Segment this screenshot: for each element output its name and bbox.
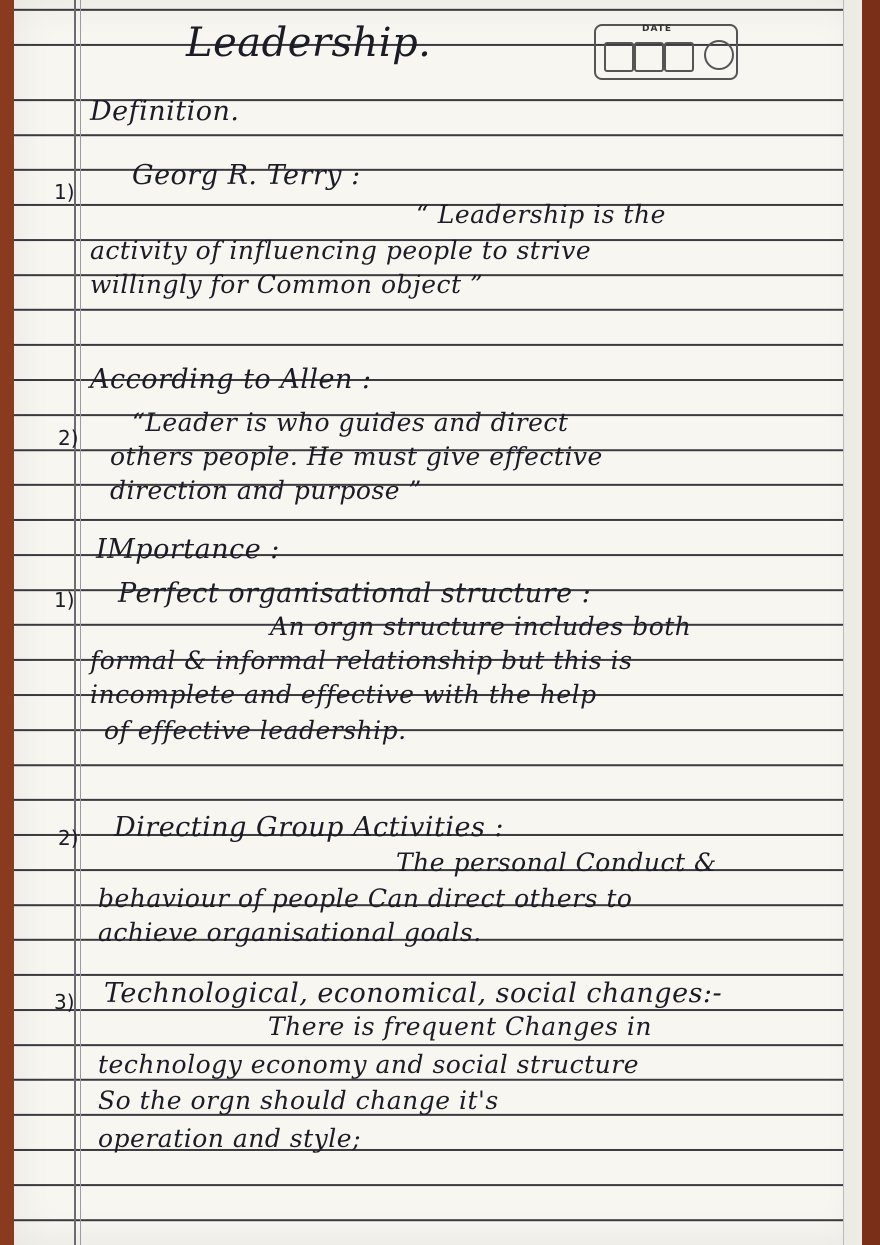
margin-line-secondary	[80, 0, 81, 1245]
allen-number: 2)	[58, 426, 79, 450]
background-edge	[862, 0, 880, 1245]
item-1-heading: Perfect organisational structure :	[118, 578, 592, 609]
definition-heading: Definition.	[90, 96, 240, 127]
terry-quote-line-1: “ Leadership is the	[416, 200, 666, 229]
allen-quote-line-3: direction and purpose ”	[110, 476, 422, 505]
page-stack-edge	[843, 0, 862, 1245]
item-3-line-2: technology economy and social structure	[98, 1050, 639, 1079]
terry-author: Georg R. Terry :	[132, 160, 361, 191]
allen-quote-line-1: “Leader is who guides and direct	[132, 408, 569, 437]
date-cell-month	[634, 42, 664, 72]
item-3-line-1: There is frequent Changes in	[268, 1012, 652, 1041]
item-3-line-4: operation and style;	[98, 1124, 362, 1153]
item-3-number: 3)	[54, 990, 75, 1014]
terry-number: 1)	[54, 180, 75, 204]
item-2-line-2: behaviour of people Can direct others to	[98, 884, 633, 913]
date-circle	[704, 40, 734, 70]
item-1-line-4: of effective leadership.	[104, 716, 407, 745]
item-2-number: 2)	[58, 826, 79, 850]
page-title: Leadership.	[186, 20, 432, 66]
terry-quote-line-2: activity of influencing people to strive	[90, 236, 592, 265]
date-box	[594, 24, 738, 80]
item-3-line-3: So the orgn should change it's	[98, 1086, 499, 1115]
item-3-heading: Technological, economical, social changes:-	[104, 978, 723, 1009]
allen-heading: According to Allen :	[90, 364, 372, 395]
item-1-number: 1)	[54, 588, 75, 612]
item-2-heading: Directing Group Activities :	[114, 812, 505, 843]
date-cell-day	[604, 42, 634, 72]
item-1-line-1: An orgn structure includes both	[270, 612, 692, 641]
item-2-line-3: achieve organisational goals.	[98, 918, 482, 947]
terry-quote-line-3: willingly for Common object ”	[90, 270, 484, 299]
date-cell-year	[664, 42, 694, 72]
allen-quote-line-2: others people. He must give effective	[110, 442, 603, 471]
item-2-line-1: The personal Conduct &	[396, 848, 717, 877]
importance-heading: IMportance :	[96, 534, 280, 565]
item-1-line-3: incomplete and effective with the help	[90, 680, 597, 709]
ruled-paper	[14, 0, 862, 1245]
date-label: DATE	[642, 24, 673, 34]
item-1-line-2: formal & informal relationship but this is	[90, 646, 633, 675]
